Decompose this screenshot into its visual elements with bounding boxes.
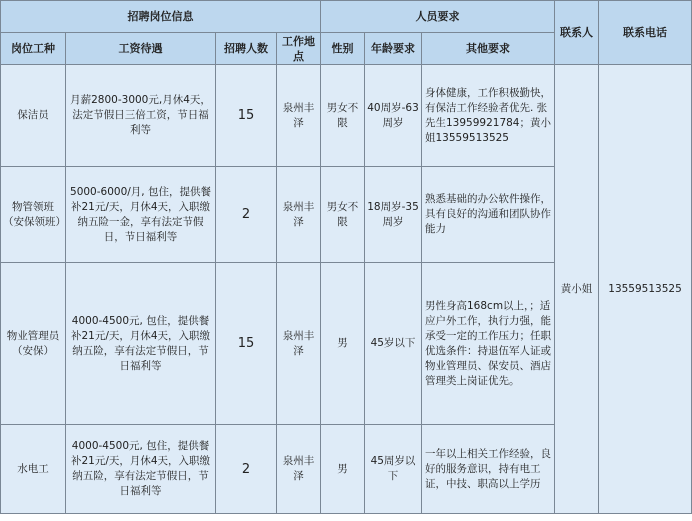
salary-cell: 月薪2800-3000元,月休4天，法定节假日三倍工资，节日福利等 xyxy=(66,65,216,167)
header-gender: 性别 xyxy=(321,33,365,65)
header-location: 工作地点 xyxy=(277,33,321,65)
age-cell: 45周岁以下 xyxy=(365,425,422,514)
contact-person-cell: 黄小姐 xyxy=(555,65,599,514)
other-cell: 一年以上相关工作经验，良好的服务意识，持有电工证，中技、职高以上学历 xyxy=(422,425,555,514)
header-salary: 工资待遇 xyxy=(66,33,216,65)
gender-cell: 男女不限 xyxy=(321,167,365,263)
location-cell: 泉州丰泽 xyxy=(277,167,321,263)
location-cell: 泉州丰泽 xyxy=(277,263,321,425)
age-cell: 45岁以下 xyxy=(365,263,422,425)
salary-cell: 5000-6000/月, 包住，提供餐补21元/天，月休4天，入职缴纳五险一金，享有法定节假日，节日福利等 xyxy=(66,167,216,263)
position-cell: 水电工 xyxy=(1,425,66,514)
header-other: 其他要求 xyxy=(422,33,555,65)
table-row xyxy=(1,65,692,167)
count-cell: 2 xyxy=(216,167,277,263)
salary-cell: 4000-4500元, 包住，提供餐补21元/天，月休4天，入职缴纳五险，享有法定节假日，节日福利等 xyxy=(66,425,216,514)
position-cell: 物管领班（安保领班） xyxy=(1,167,66,263)
header-contact-phone: 联系电话 xyxy=(599,1,692,65)
age-cell: 40周岁-63周岁 xyxy=(365,65,422,167)
header-contact-person: 联系人 xyxy=(555,1,599,65)
other-cell: 男性身高168cm以上，；适应户外工作，执行力强，能承受一定的工作压力；任职优选条件：持退伍军人证或物业管理员、保安员、酒店管理类上岗证优先。 xyxy=(422,263,555,425)
gender-cell: 男 xyxy=(321,263,365,425)
count-cell: 15 xyxy=(216,263,277,425)
location-cell: 泉州丰泽 xyxy=(277,425,321,514)
position-cell: 物业管理员（安保） xyxy=(1,263,66,425)
count-cell: 15 xyxy=(216,65,277,167)
other-cell: 身体健康，工作积极勤快，有保洁工作经验者优先. 张先生13959921784；黄小姐13559513525 xyxy=(422,65,555,167)
count-cell: 2 xyxy=(216,425,277,514)
position-cell: 保洁员 xyxy=(1,65,66,167)
header-age: 年龄要求 xyxy=(365,33,422,65)
gender-cell: 男 xyxy=(321,425,365,514)
gender-cell: 男女不限 xyxy=(321,65,365,167)
header-count: 招聘人数 xyxy=(216,33,277,65)
group-header-requirements: 人员要求 xyxy=(321,1,555,33)
salary-cell: 4000-4500元, 包住，提供餐补21元/天，月休4天，入职缴纳五险，享有法定节假日，节日福利等 xyxy=(66,263,216,425)
other-cell: 熟悉基础的办公软件操作，具有良好的沟通和团队协作能力 xyxy=(422,167,555,263)
age-cell: 18周岁-35周岁 xyxy=(365,167,422,263)
location-cell: 泉州丰泽 xyxy=(277,65,321,167)
header-position: 岗位工种 xyxy=(1,33,66,65)
group-header-position-info: 招聘岗位信息 xyxy=(1,1,321,33)
contact-phone-cell: 13559513525 xyxy=(599,65,692,514)
